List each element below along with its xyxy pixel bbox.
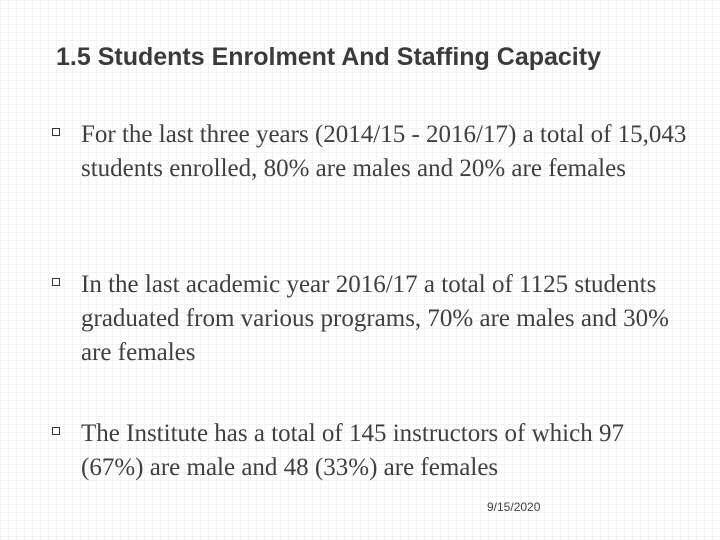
bullet-text: For the last three years (2014/15 - 2016/17) a total of 15,043 students enrolled, 80% are males and 20% are females [81, 121, 687, 182]
bullet-text: The Institute has a total of 145 instructors of which 97 (67%) are male and 48 (33%) are females [81, 420, 624, 481]
bullet-text: In the last academic year 2016/17 a total of 1125 students graduated from various programs, 70% are males and 30% are females [81, 271, 670, 366]
slide-date: 9/15/2020 [487, 500, 541, 514]
square-bullet-icon [52, 278, 60, 286]
slide-title: 1.5 Students Enrolment And Staffing Capacity [56, 43, 601, 71]
square-bullet-icon [52, 427, 60, 435]
square-bullet-icon [52, 128, 60, 136]
